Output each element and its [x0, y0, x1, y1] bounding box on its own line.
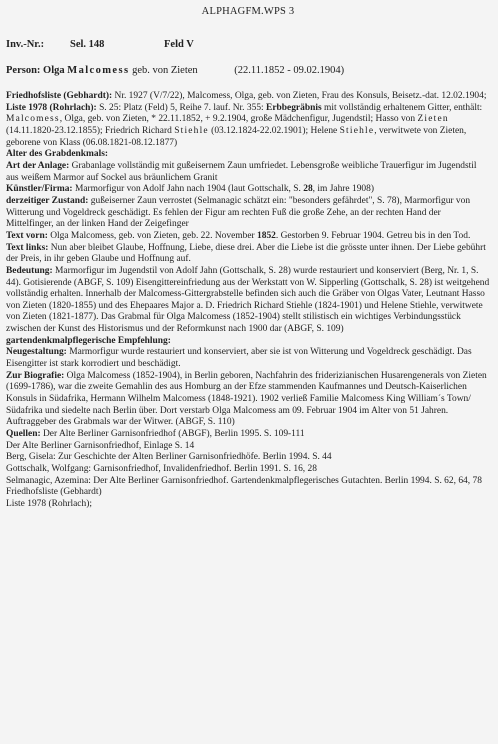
inv-label: Inv.-Nr.: [6, 39, 45, 50]
garten-heading: gartendenkmalpflegerische Empfehlung: [6, 335, 171, 346]
quellen-item: Der Alte Berliner Garnisonfriedhof, Einlage S. 14 [6, 440, 195, 451]
liste-1978-entry: Liste 1978 (Rohrlach): S. 25: Platz (Feld) 5, Reihe 7. lauf. Nr. 355: Erbbegräbnis mit vollständig erhaltenem Gitter, enthält: Malcomess, Olga, geb. von Zieten, * 22.11.1852, + 9.2.1904, große Mädchenfigur, Jugendstil; Hasso von Zieten (14.11.1820-23.12.1855); Friedrich Richard Stiehle (03.12.1824-22.02.1901); Helene Stiehle, verwitwete von Zieten, geborene von Klass (06.08.1821-08.12.1877) [6, 102, 483, 148]
document-header: ALPHAGFM.WPS 3 [201, 6, 295, 17]
person-dates: (22.11.1852 - 09.02.1904) [234, 65, 345, 76]
quellen-item: Liste 1978 (Rohrlach); [6, 498, 92, 509]
neugestaltung-entry: Neugestaltung: Marmorfigur wurde restauriert und konserviert, aber sie ist von Witterung und Vogeldreck geschädigt. Das Eisengitter ist stark korrodiert und beschädigt. [6, 347, 472, 370]
quellen-entry: Quellen: Der Alte Berliner Garnisonfriedhof (ABGF), Berlin 1995. S. 109-111 [6, 429, 305, 440]
person-last-name: Malcomess [67, 65, 130, 76]
person-row [6, 65, 490, 91]
quellen-item: Berg, Gisela: Zur Geschichte der Alten Berliner Garnisonfriedhöfe. Berlin 1994. S. 44 [6, 452, 332, 463]
friedhofsliste-entry: Friedhofsliste (Gebhardt): Nr. 1927 (V/7/22), Malcomess, Olga, geb. von Zieten, Frau des Konsuls, Beisetz.-dat. 12.02.1904; [6, 91, 487, 101]
bedeutung-entry: Bedeutung: Marmorfigur im Jugendstil von Adolf Jahn (Gottschalk, S. 28) wurde restauriert und konserviert (Berg, Nr. 1, S. 44). Gotisierende (ABGF, S. 109) Eisengittereinfriedung aus der Werkstatt von W. Sipperling (Gottschalk, S. 28) ist weitgehend vollständig erhalten. Innerhalb der Malcomess-Gittergrabstelle befinden sich auch die Gräber von Olgas Vater, Leutnant Hasso von Zieten (1820-1855) und des Ehepaares Major a. D. Friedrich Richard Stiehle (1824-1901) und Helene Stiehle, verwitwete von Zieten (1821-1877). Das Grabmal für Olga Malcomess (1852-1904) stellt stilistisch ein wichtiges Verbindungsstück zwischen der Kunst des Historismus und der Reformkunst nach 1900 dar (ABGF, S. 109) [6, 265, 490, 335]
zustand-entry: derzeitiger Zustand: gußeiserner Zaun verrostet (Selmanagic schätzt ein: "besonders gefährdet", S. 78), Marmorfigur von Witterung und Vogeldreck geschädigt. Es fehlen der Figur am rechten Fuß die große Zehe, an der rechten Hand der Mittelfinger, an der linken Hand der Zeigefinger [6, 195, 471, 230]
feld-number: Feld V [164, 39, 194, 50]
kuenstler-entry: Künstler/Firma: Marmorfigur von Adolf Jahn nach 1904 (laut Gottschalk, S. 28, im Jahre 1908) [6, 184, 375, 195]
art-entry: Art der Anlage: Grabanlage vollständig mit gußeisernem Zaun umfriedet. Lebensgroße weibliche Trauerfigur im Jugendstil aus weißem Marmor auf Sockel aus bräunlichem Granit [6, 160, 477, 183]
sel-number: Sel. 148 [70, 39, 105, 50]
text-vorn-entry: Text vorn: Olga Malcomess, geb. von Zieten, geb. 22. November 1852. Gestorben 9. Februar 1904. Getreu bis in den Tod. [6, 230, 471, 241]
quellen-item: Friedhofsliste (Gebhardt) [6, 487, 102, 498]
alter-heading: Alter des Grabdenkmals: [6, 149, 109, 160]
document-body [6, 91, 490, 511]
person-born: geb. von Zieten [132, 65, 198, 76]
text-links-entry: Text links: Nun aber bleibet Glaube, Hoffnung, Liebe, diese drei. Aber die Liebe ist die grösste unter ihnen. Der Liebe gebührt der Preis, in ihr geben Glaube und Hoffnung auf. [6, 242, 486, 265]
person-label: Person: [6, 65, 41, 76]
biografie-entry: Zur Biografie: Olga Malcomess (1852-1904), in Berlin geboren, Nachfahrin des friderizianischen Husarengenerals von Zieten (1699-1786), war die zweite Gemahlin des aus Homburg an der Efze stammenden Kaufmannes und Deutsch-Kaiserlichen Konsuls in Südafrika, Hermann Wilhelm Malcomess (1848-1921). 1902 verließ Familie Malcomess King William´s Town/ Südafrika und siedelte nach Berlin über. Dort verstarb Olga Malcomess am 09. Februar 1904 im Alter von 51 Jahren. Auftraggeber des Grabmals war der Witwer. (ABGF, S. 110) [6, 370, 487, 428]
person-first-name: Olga [43, 65, 65, 76]
quellen-item: Selmanagic, Azemina: Der Alte Berliner Garnisonfriedhof. Gartendenkmalpflegerisches Gutachten. Berlin 1994. S. 62, 64, 78 [6, 475, 482, 486]
quellen-item: Gottschalk, Wolfgang: Garnisonfriedhof, Invalidenfriedhof. Berlin 1991. S. 16, 28 [6, 464, 317, 474]
inventory-row [6, 39, 490, 55]
